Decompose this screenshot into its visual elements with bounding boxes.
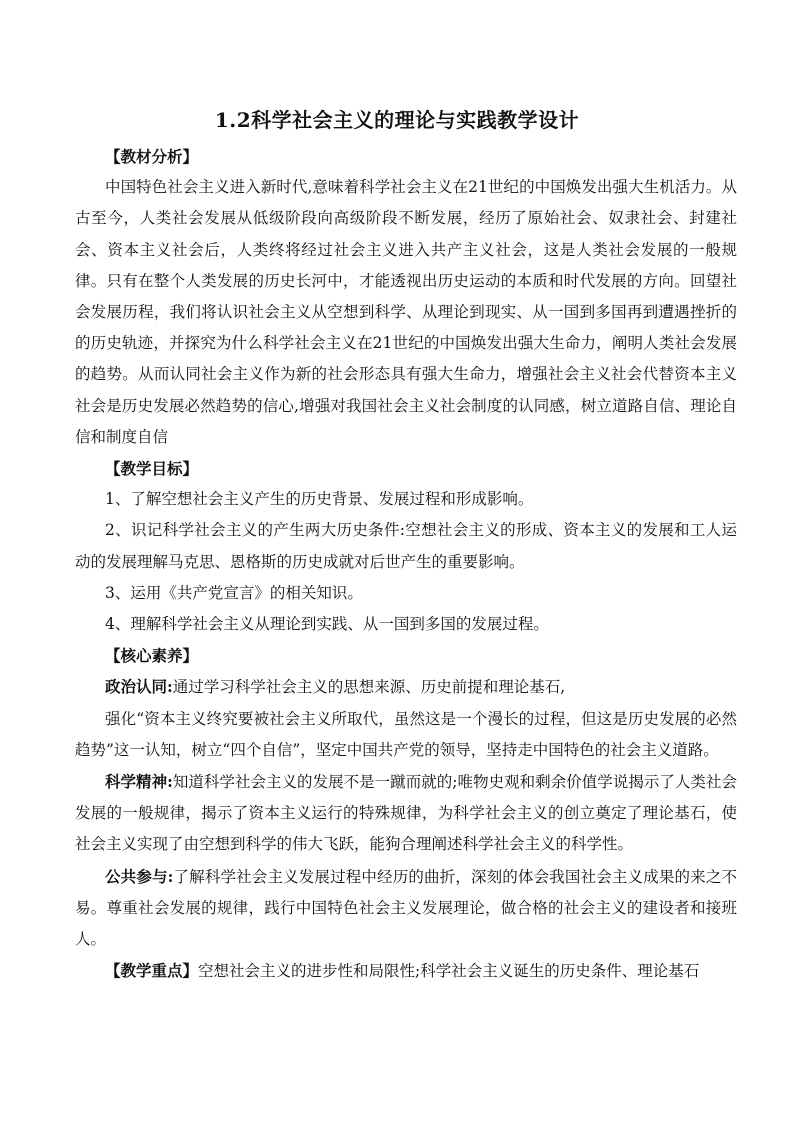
section-heading-focus: 【教学重点】 [105, 961, 199, 981]
literacy-political [75, 671, 737, 703]
literacy-science [75, 766, 737, 861]
literacy-science-label: 科学精神: [105, 772, 173, 792]
section-heading-literacy: 【核心素养】 [105, 646, 199, 666]
literacy-science-text: 知道科学社会主义的发展不是一蹴而就的;唯物史观和剩余价值学说揭示了人类社会发展的一般规律，揭示了资本主义运行的特殊规律，为科学社会主义的创立奠定了理论基石，使社会主义实现了由空想到科学的伟大飞跃，能狗合理阐述科学社会主义的科学性。 [75, 773, 737, 854]
focus-text: 空想社会主义的进步性和局限性;科学社会主义诞生的历史条件、理论基石 [198, 962, 700, 981]
literacy-public-text: 了解科学社会主义发展过程中经历的曲折，深刻的体会我国社会主义成果的来之不易。尊重社会发展的规律，践行中国特色社会主义发展理论，做合格的社会主义的建设者和接班人。 [75, 867, 737, 949]
objective-item-3: 3、运用《共产党宣言》的相关知识。 [105, 583, 363, 602]
focus-paragraph [75, 955, 737, 987]
section-heading-objectives: 【教学目标】 [105, 459, 199, 479]
analysis-paragraph: 中国特色社会主义进入新时代,意味着科学社会主义在21世纪的中国焕发出强大生机活力。从古至今，人类社会发展从低级阶段向高级阶段不断发展，经历了原始社会、奴隶社会、封建社会、资本主义社会后，人类终将经过社会主义进入共产主义社会，这是人类社会发展的一般规律。只有在整个人类发展的历史长河中，才能透视出历史运动的本质和时代发展的方向。回望社会发展历程，我们将认识社会主义从空想到科学、从理论到现实、从一国到多国再到遭遇挫折的的历史轨迹，并探究为什么科学社会主义在21世纪的中国焕发出强大生命力，阐明人类社会发展的趋势。从而认同社会主义作为新的社会形态具有强大生命力，增强社会主义社会代替资本主义社会是历史发展必然趋势的信心,增强对我国社会主义社会制度的认同感，树立道路自信、理论自信和制度自信 [75, 178, 737, 446]
page-title: 1.2科学社会主义的理论与实践教学设计 [214, 108, 580, 132]
document-body [75, 141, 737, 987]
section-heading-analysis: 【教材分析】 [105, 147, 199, 166]
literacy-public [75, 861, 737, 956]
literacy-political-label: 政治认同: [105, 677, 173, 697]
objective-item-4: 4、理解科学社会主义从理论到实践、从一国到多国的发展过程。 [105, 615, 549, 634]
objective-item-2: 2、识记科学社会主义的产生两大历史条件:空想社会主义的形成、资本主义的发展和工人运动的发展理解马克思、恩格斯的历史成就对后世产生的重要影响。 [75, 521, 737, 571]
literacy-political-text: 通过学习科学社会主义的思想来源、历史前提和理论基石, [172, 678, 566, 697]
objective-item-1: 1、了解空想社会主义产生的历史背景、发展过程和形成影响。 [105, 490, 534, 509]
literacy-public-label: 公共参与: [105, 866, 174, 886]
literacy-political-continued: 强化“资本主义终究要被社会主义所取代，虽然这是一个漫长的过程，但这是历史发展的必然趋势”这一认知，树立“四个自信”，坚定中国共产党的领导，坚持走中国特色的社会主义道路。 [75, 709, 737, 759]
